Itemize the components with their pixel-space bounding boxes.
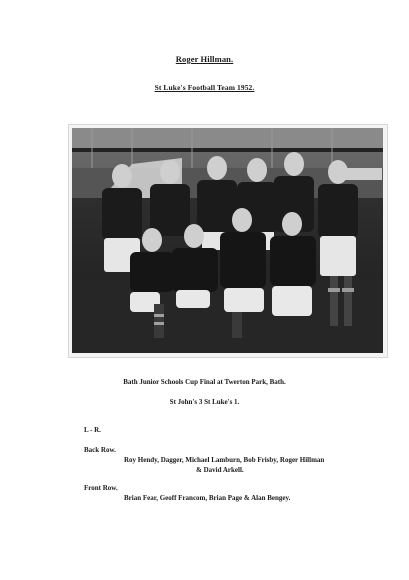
- match-caption: Bath Junior Schools Cup Final at Twerton Park, Bath.: [123, 378, 286, 386]
- back-row-names-line1: Roy Hendy, Dagger, Michael Lamburn, Bob Frisby, Roger Hillman: [124, 456, 325, 464]
- back-row-names-line2: & David Arkell.: [196, 466, 244, 474]
- back-row-label: Back Row.: [84, 446, 116, 454]
- team-photo-image: [72, 128, 383, 353]
- order-label: L - R.: [84, 426, 101, 434]
- team-photo: [72, 128, 383, 353]
- front-row-names: Brian Fear, Geoff Francom, Brian Page & Alan Bengey.: [124, 494, 291, 502]
- back-row-names: [124, 455, 374, 475]
- front-row-label: Front Row.: [84, 484, 118, 492]
- score-caption: St John's 3 St Luke's 1.: [169, 398, 240, 406]
- author-heading: Roger Hillman.: [175, 54, 234, 64]
- team-title: St Luke's Football Team 1952.: [154, 83, 255, 92]
- photo-frame: [68, 124, 388, 358]
